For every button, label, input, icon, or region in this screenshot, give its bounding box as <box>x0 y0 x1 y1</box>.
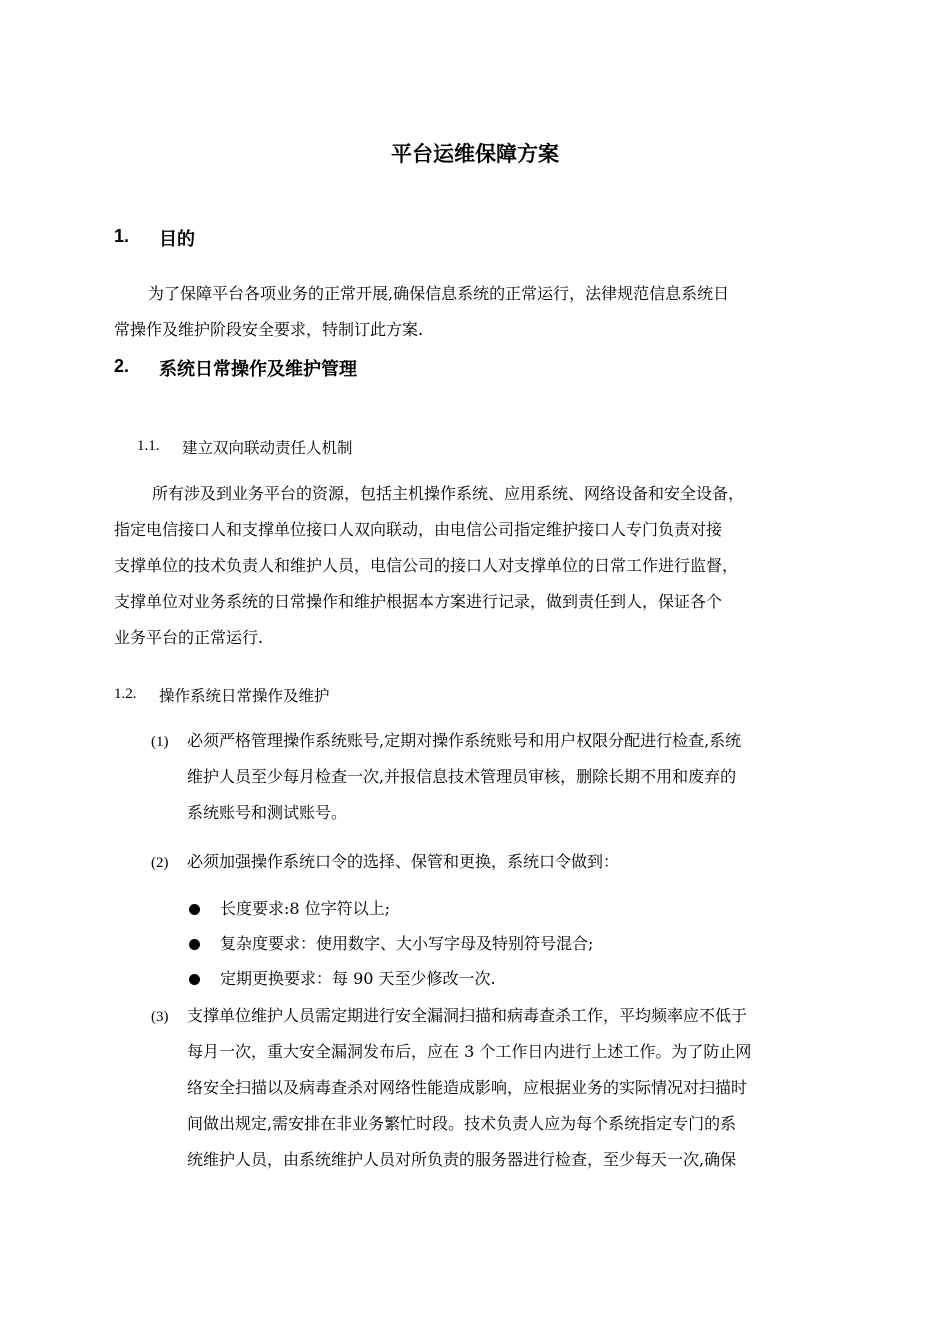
bullet-dot-icon <box>189 939 200 950</box>
bullet-item: 定期更换要求：每 90 天至少修改一次. <box>220 969 496 988</box>
list-item-line: 统维护人员，由系统维护人员对所负责的服务器进行检查，至少每天一次,确保 <box>187 1150 737 1169</box>
section-1-para-line: 常操作及维护阶段安全要求，特制订此方案. <box>114 320 424 339</box>
section-2-heading: 系统日常操作及维护管理 <box>159 359 357 380</box>
bullet-item: 复杂度要求：使用数字、大小写字母及特别符号混合; <box>220 934 594 953</box>
list-item-number: (2) <box>151 855 169 871</box>
section-1-number: 1. <box>114 226 130 246</box>
subsection-1-1-para-line: 支撑单位的技术负责人和维护人员，电信公司的接口人对支撑单位的日常工作进行监督， <box>114 556 739 575</box>
section-1-para-line: 为了保障平台各项业务的正常开展,确保信息系统的正常运行，法律规范信息系统日 <box>148 284 730 303</box>
subsection-1-1-para-line: 指定电信接口人和支撑单位接口人双向联动，由电信公司指定维护接口人专门负责对接 <box>114 520 723 539</box>
subsection-1-1-para-line: 业务平台的正常运行. <box>114 628 264 647</box>
bullet-item: 长度要求:8 位字符以上; <box>220 899 391 918</box>
subsection-1-1-para-line: 所有涉及到业务平台的资源，包括主机操作系统、应用系统、网络设备和安全设备， <box>152 484 745 503</box>
list-item-line: 必须严格管理操作系统账号,定期对操作系统账号和用户权限分配进行检查,系统 <box>187 731 742 750</box>
list-item-line: 维护人员至少每月检查一次,并报信息技术管理员审核，删除长期不用和废弃的 <box>187 767 737 786</box>
subsection-1-1-heading: 建立双向联动责任人机制 <box>182 439 353 457</box>
section-2-number: 2. <box>114 356 130 376</box>
list-item-number: (3) <box>151 1009 169 1025</box>
list-item-line: 每月一次，重大安全漏洞发布后，应在 3 个工作日内进行上述工作。为了防止网 <box>187 1042 752 1061</box>
list-item-number: (1) <box>151 734 169 750</box>
list-item-line: 支撑单位维护人员需定期进行安全漏洞扫描和病毒查杀工作，平均频率应不低于 <box>187 1006 748 1025</box>
subsection-1-1-para-line: 支撑单位对业务系统的日常操作和维护根据本方案进行记录，做到责任到人，保证各个 <box>114 592 723 611</box>
list-item-line: 间做出规定,需安排在非业务繁忙时段。技术负责人应为每个系统指定专门的系 <box>187 1114 737 1133</box>
subsection-1-2-heading: 操作系统日常操作及维护 <box>159 687 330 705</box>
subsection-1-1-number: 1.1. <box>137 438 160 454</box>
subsection-1-2-number: 1.2. <box>114 686 137 702</box>
section-1-heading: 目的 <box>159 229 195 250</box>
document-title: 平台运维保障方案 <box>391 142 559 166</box>
list-item-line: 系统账号和测试账号。 <box>187 803 348 822</box>
bullet-dot-icon <box>189 974 200 985</box>
list-item-line: 络安全扫描以及病毒查杀对网络性能造成影响，应根据业务的实际情况对扫描时 <box>187 1078 748 1097</box>
bullet-dot-icon <box>189 904 200 915</box>
list-item-line: 必须加强操作系统口令的选择、保管和更换，系统口令做到： <box>187 852 620 871</box>
